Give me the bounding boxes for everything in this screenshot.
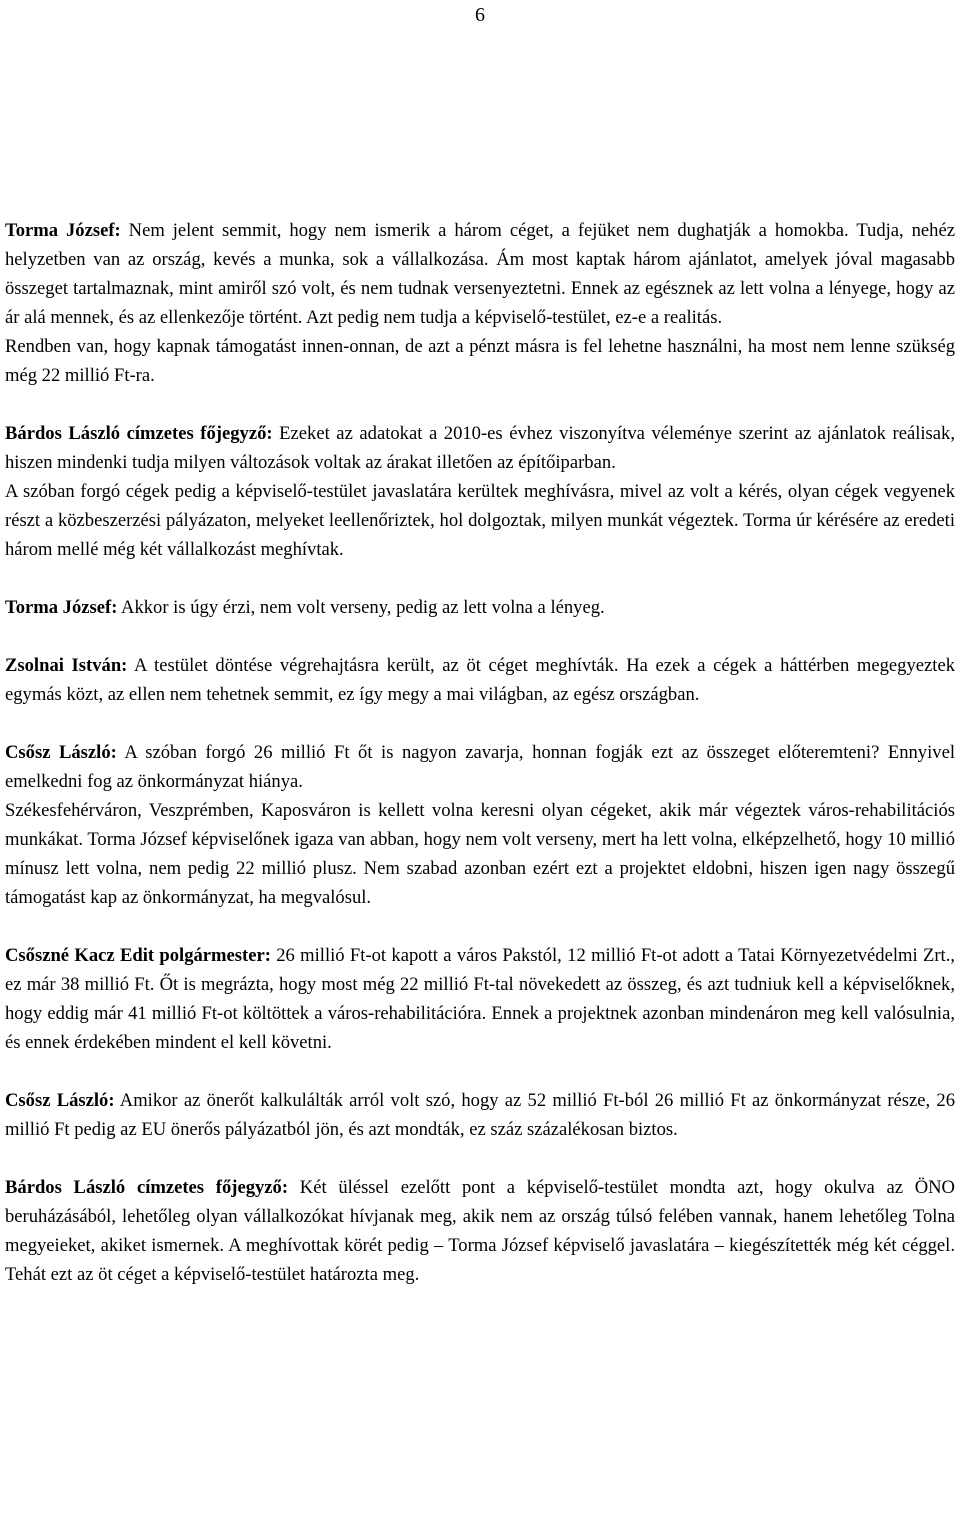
- paragraph-csosz-1: [5, 738, 955, 796]
- speaker-name: Csősz László:: [5, 742, 117, 763]
- paragraph-text: Rendben van, hogy kapnak támogatást innen-onnan, de azt a pénzt másra is fel lehetne használni, ha most nem lenne szükség még 22 millió Ft-ra.: [5, 336, 955, 386]
- paragraph-text: Székesfehérváron, Veszprémben, Kaposváron is kellett volna keresni olyan cégeket, akik már végeztek város-rehabilitációs munkákat. Torma József képviselőnek igaza van abban, hogy nem volt verseny, mert ha lett volna, elképzelhető, hogy 10 millió mínusz lett volna, nem pedig 22 millió plusz. Nem szabad azonban ezért ezt a projektet eldobni, hiszen igen nagy összegű támogatást kap az önkormányzat, ha megvalósul.: [5, 800, 955, 908]
- paragraph-bardos-1: [5, 419, 955, 477]
- paragraph-text: 26 millió Ft-ot kapott a város Pakstól, 12 millió Ft-ot adott a Tatai Környezetvédelmi Zrt., ez már 38 millió Ft. Őt is megrázta, hogy most még 22 millió Ft-tal növekedett az összeg, és azt tudniuk kell a képviselőknek, hogy eddig már 41 millió Ft-ot költöttek a város-rehabilitációra. Ennek a projektnek azonban mindenáron meg kell valósulnia, és ennek érdekében mindent el kell követni.: [5, 945, 955, 1053]
- document-body: [5, 216, 955, 1289]
- paragraph-text: A testület döntése végrehajtásra került, az öt céget meghívták. Ha ezek a cégek a háttérben megegyeztek egymás közt, az ellen nem tehetnek semmit, ez így megy a mai világban, az egész országban.: [5, 655, 955, 705]
- speaker-name: Zsolnai István:: [5, 655, 128, 676]
- paragraph-text: Akkor is úgy érzi, nem volt verseny, pedig az lett volna a lényeg.: [117, 597, 605, 618]
- paragraph-torma-1-continued: [5, 332, 955, 390]
- paragraph-csosz-1-continued: [5, 796, 955, 912]
- paragraph-text: Nem jelent semmit, hogy nem ismerik a három céget, a fejüket nem dughatják a homokba. Tudja, nehéz helyzetben van az ország, kevés a munka, sok a vállalkozása. Ám most kaptak három ajánlatot, amelyek jóval magasabb összeget tartalmaznak, mint amiről szó volt, és nem tudnak versenyeztetni. Ennek az egésznek az lett volna a lényege, hogy az ár alá mennek, és az ellenkezője történt. Azt pedig nem tudja a képviselő-testület, ez-e a realitás.: [5, 220, 955, 328]
- paragraph-bardos-1-continued: [5, 477, 955, 564]
- paragraph-zsolnai: [5, 651, 955, 709]
- paragraph-csosz-2: [5, 1086, 955, 1144]
- paragraph-torma-2: [5, 593, 955, 622]
- paragraph-text: A szóban forgó 26 millió Ft őt is nagyon zavarja, honnan fogják ezt az összeget előteremteni? Ennyivel emelkedni fog az önkormányzat hiánya.: [5, 742, 955, 792]
- paragraph-polgarmester: [5, 941, 955, 1057]
- paragraph-text: Amikor az önerőt kalkulálták arról volt szó, hogy az 52 millió Ft-ból 26 millió Ft az önkormányzat része, 26 millió Ft pedig az EU önerős pályázatból jön, és azt mondták, ez száz százalékosan biztos.: [5, 1090, 955, 1140]
- speaker-name: Bárdos László címzetes főjegyző:: [5, 1177, 289, 1198]
- paragraph-text: A szóban forgó cégek pedig a képviselő-testület javaslatára kerültek meghívásra, mivel az volt a kérés, olyan cégek vegyenek részt a közbeszerzési pályázaton, melyeket leellenőriztek, hol dolgoztak, milyen munkát végeztek. Torma úr kérésére az eredeti három mellé még két vállalkozást meghívtak.: [5, 481, 955, 560]
- speaker-name: Torma József:: [5, 220, 121, 241]
- speaker-name: Torma József:: [5, 597, 118, 618]
- paragraph-text: Ezeket az adatokat a 2010-es évhez viszonyítva véleménye szerint az ajánlatok reálisak, hiszen mindenki tudja milyen változások voltak az árakat illetően az építőiparban.: [5, 423, 955, 473]
- speaker-name: Bárdos László címzetes főjegyző:: [5, 423, 273, 444]
- page-number: 6: [475, 4, 485, 26]
- speaker-name: Csősz László:: [5, 1090, 115, 1111]
- paragraph-text: Két üléssel ezelőtt pont a képviselő-testület mondta azt, hogy okulva az ÖNO beruházásából, lehetőleg olyan vállalkozókat hívjanak meg, akik nem az ország túlsó felében vannak, hanem lehetőleg Tolna megyeieket, akiket ismernek. A meghívottak körét pedig – Torma József képviselő javaslatára – kiegészítették még két céggel. Tehát ezt az öt céget a képviselő-testület határozta meg.: [5, 1177, 955, 1285]
- paragraph-bardos-2: [5, 1173, 955, 1289]
- speaker-name: Csőszné Kacz Edit polgármester:: [5, 945, 271, 966]
- paragraph-torma-1: [5, 216, 955, 332]
